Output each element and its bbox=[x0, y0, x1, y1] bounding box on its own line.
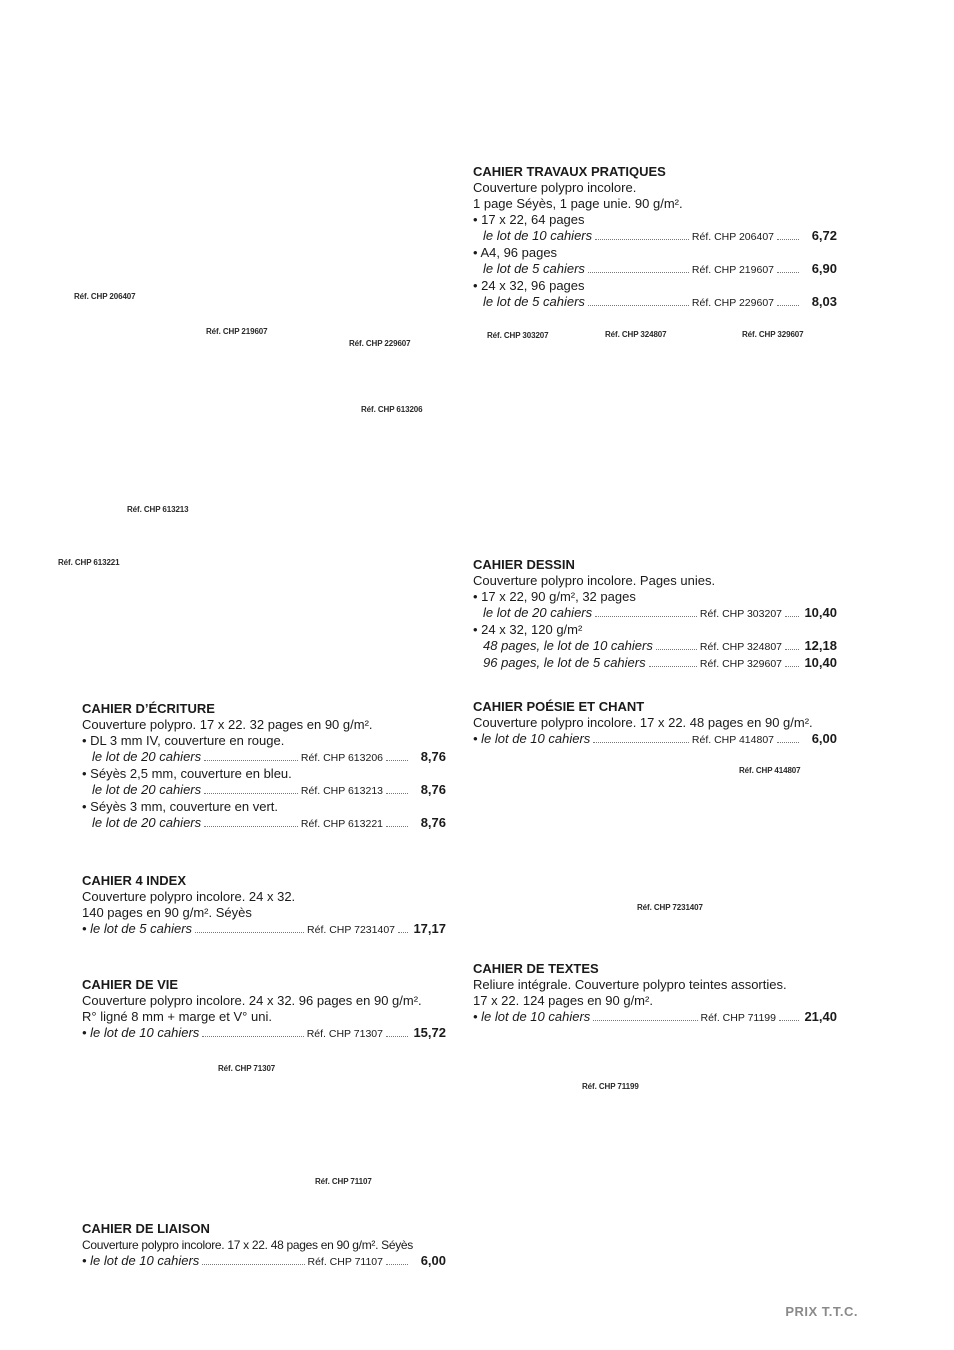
dot-leader bbox=[386, 826, 408, 827]
prix-ttc-label: PRIX T.T.C. bbox=[785, 1304, 858, 1319]
product-vie bbox=[82, 977, 446, 1042]
variant-label: • 17 x 22, 64 pages bbox=[473, 212, 585, 227]
variant-label: • 17 x 22, 90 g/m², 32 pages bbox=[473, 589, 636, 604]
dot-leader bbox=[386, 793, 408, 794]
ref-label-613221: Réf. CHP 613221 bbox=[58, 558, 120, 567]
price-row bbox=[82, 815, 446, 832]
price-row bbox=[82, 1025, 446, 1042]
product-title: CAHIER TRAVAUX PRATIQUES bbox=[473, 164, 666, 179]
product-desc: Couverture polypro incolore. Pages unies. bbox=[473, 573, 716, 588]
dot-leader bbox=[386, 1036, 408, 1037]
dot-leader bbox=[588, 305, 689, 306]
dot-leader bbox=[593, 1020, 697, 1021]
dot-leader bbox=[593, 742, 689, 743]
product-title: CAHIER 4 INDEX bbox=[82, 873, 187, 888]
variant-label: • Séyès 2,5 mm, couverture en bleu. bbox=[82, 766, 292, 781]
product-desc: Couverture polypro incolore. 17 x 22. 48 pages en 90 g/m². Séyès bbox=[82, 1238, 414, 1252]
lot-desc: le lot de 5 cahiers bbox=[483, 261, 585, 276]
variant-label: • 24 x 32, 120 g/m² bbox=[473, 622, 583, 637]
ref-code: Réf. CHP 7231407 bbox=[307, 924, 395, 936]
price-row bbox=[473, 605, 837, 622]
ref-code: Réf. CHP 414807 bbox=[691, 734, 774, 746]
dot-leader bbox=[777, 305, 799, 306]
dot-leader bbox=[204, 793, 298, 794]
dot-leader bbox=[785, 616, 799, 617]
product-desc: R° ligné 8 mm + marge et V° uni. bbox=[82, 1009, 272, 1024]
product-desc: Couverture polypro incolore. bbox=[473, 180, 637, 195]
ref-code: Réf. CHP 229607 bbox=[691, 297, 774, 309]
lot-desc: • le lot de 10 cahiers bbox=[473, 731, 591, 746]
price-row bbox=[473, 655, 837, 672]
price-row bbox=[82, 749, 446, 766]
price: 15,72 bbox=[413, 1025, 446, 1040]
ref-label-329607: Réf. CHP 329607 bbox=[742, 330, 804, 339]
price: 12,18 bbox=[804, 638, 837, 653]
product-desc: 1 page Séyès, 1 page unie. 90 g/m². bbox=[473, 196, 683, 211]
product-desc: Reliure intégrale. Couverture polypro teintes assorties. bbox=[473, 977, 787, 992]
ref-label-206407: Réf. CHP 206407 bbox=[74, 292, 136, 301]
price: 6,90 bbox=[811, 261, 837, 276]
variant-label: • 24 x 32, 96 pages bbox=[473, 278, 585, 293]
lot-desc: le lot de 20 cahiers bbox=[92, 749, 202, 764]
price-row bbox=[473, 294, 837, 311]
ref-label-229607: Réf. CHP 229607 bbox=[349, 339, 411, 348]
product-poesie-chant bbox=[473, 699, 837, 748]
ref-code: Réf. CHP 613213 bbox=[300, 785, 383, 797]
price: 6,00 bbox=[811, 731, 837, 746]
price: 8,76 bbox=[420, 749, 446, 764]
ref-label-71307: Réf. CHP 71307 bbox=[218, 1064, 276, 1073]
dot-leader bbox=[777, 272, 799, 273]
lot-desc: le lot de 10 cahiers bbox=[483, 228, 593, 243]
price-row bbox=[82, 1253, 446, 1270]
product-desc: Couverture polypro incolore. 17 x 22. 48 pages en 90 g/m². bbox=[473, 715, 813, 730]
ref-code: Réf. CHP 71307 bbox=[306, 1028, 383, 1040]
price-row bbox=[473, 638, 837, 655]
ref-code: Réf. CHP 613221 bbox=[300, 818, 383, 830]
product-desc: 140 pages en 90 g/m². Séyès bbox=[82, 905, 252, 920]
dot-leader bbox=[656, 649, 697, 650]
dot-leader bbox=[204, 760, 298, 761]
dot-leader bbox=[777, 239, 799, 240]
dot-leader bbox=[202, 1264, 304, 1265]
dot-leader bbox=[785, 666, 799, 667]
dot-leader bbox=[595, 239, 689, 240]
price: 8,76 bbox=[420, 782, 446, 797]
price: 10,40 bbox=[804, 605, 837, 620]
ref-code: Réf. CHP 71107 bbox=[307, 1256, 383, 1268]
ref-label-71199: Réf. CHP 71199 bbox=[582, 1082, 639, 1091]
ref-code: Réf. CHP 303207 bbox=[699, 608, 782, 620]
ref-label-324807: Réf. CHP 324807 bbox=[605, 330, 667, 339]
price: 6,00 bbox=[420, 1253, 446, 1268]
price: 6,72 bbox=[811, 228, 837, 243]
lot-desc: le lot de 20 cahiers bbox=[483, 605, 593, 620]
price-row bbox=[473, 1009, 837, 1026]
price-row bbox=[473, 261, 837, 278]
ref-code: Réf. CHP 613206 bbox=[300, 752, 383, 764]
ref-label-613206: Réf. CHP 613206 bbox=[361, 405, 423, 414]
variant-label: • A4, 96 pages bbox=[473, 245, 558, 260]
dot-leader bbox=[785, 649, 799, 650]
ref-label-303207: Réf. CHP 303207 bbox=[487, 331, 549, 340]
variant-label: • DL 3 mm IV, couverture en rouge. bbox=[82, 733, 285, 748]
ref-label-219607: Réf. CHP 219607 bbox=[206, 327, 268, 336]
price: 10,40 bbox=[804, 655, 837, 670]
lot-desc: • le lot de 10 cahiers bbox=[82, 1025, 200, 1040]
dot-leader bbox=[195, 932, 304, 933]
product-title: CAHIER D’ÉCRITURE bbox=[82, 701, 215, 716]
dot-leader bbox=[777, 742, 799, 743]
lot-desc: 48 pages, le lot de 10 cahiers bbox=[483, 638, 653, 653]
lot-desc: le lot de 20 cahiers bbox=[92, 815, 202, 830]
ref-code: Réf. CHP 71199 bbox=[700, 1012, 776, 1024]
price-row bbox=[82, 782, 446, 799]
lot-desc: le lot de 5 cahiers bbox=[483, 294, 585, 309]
product-title: CAHIER DESSIN bbox=[473, 557, 575, 572]
product-liaison bbox=[82, 1221, 446, 1270]
product-desc: Couverture polypro incolore. 24 x 32. bbox=[82, 889, 296, 904]
product-desc: Couverture polypro. 17 x 22. 32 pages en 90 g/m². bbox=[82, 717, 373, 732]
ref-label-613213: Réf. CHP 613213 bbox=[127, 505, 189, 514]
dot-leader bbox=[588, 272, 689, 273]
lot-desc: 96 pages, le lot de 5 cahiers bbox=[483, 655, 646, 670]
lot-desc: • le lot de 10 cahiers bbox=[82, 1253, 200, 1268]
dot-leader bbox=[649, 666, 697, 667]
product-title: CAHIER POÉSIE ET CHANT bbox=[473, 699, 645, 714]
price: 8,03 bbox=[811, 294, 837, 309]
price-row bbox=[82, 921, 446, 938]
lot-desc: le lot de 20 cahiers bbox=[92, 782, 202, 797]
product-title: CAHIER DE VIE bbox=[82, 977, 179, 992]
lot-desc: • le lot de 10 cahiers bbox=[473, 1009, 591, 1024]
price-row bbox=[473, 228, 837, 245]
product-title: CAHIER DE TEXTES bbox=[473, 961, 599, 976]
lot-desc: • le lot de 5 cahiers bbox=[82, 921, 193, 936]
dot-leader bbox=[386, 760, 408, 761]
ref-label-7231407: Réf. CHP 7231407 bbox=[637, 903, 703, 912]
ref-code: Réf. CHP 219607 bbox=[691, 264, 774, 276]
ref-label-71107: Réf. CHP 71107 bbox=[315, 1177, 372, 1186]
product-travaux-pratiques bbox=[473, 164, 837, 311]
price: 21,40 bbox=[804, 1009, 837, 1024]
product-desc: 17 x 22. 124 pages en 90 g/m². bbox=[473, 993, 653, 1008]
price: 17,17 bbox=[413, 921, 446, 936]
product-textes bbox=[473, 961, 837, 1026]
ref-code: Réf. CHP 329607 bbox=[699, 658, 782, 670]
dot-leader bbox=[204, 826, 298, 827]
dot-leader bbox=[779, 1020, 799, 1021]
dot-leader bbox=[595, 616, 697, 617]
variant-label: • Séyès 3 mm, couverture en vert. bbox=[82, 799, 279, 814]
ref-code: Réf. CHP 324807 bbox=[699, 641, 782, 653]
product-ecriture bbox=[82, 701, 446, 832]
price-row bbox=[473, 731, 837, 748]
product-4-index bbox=[82, 873, 446, 938]
dot-leader bbox=[202, 1036, 303, 1037]
product-dessin bbox=[473, 557, 837, 672]
dot-leader bbox=[398, 932, 408, 933]
product-desc: Couverture polypro incolore. 24 x 32. 96 pages en 90 g/m². bbox=[82, 993, 422, 1008]
price: 8,76 bbox=[420, 815, 446, 830]
dot-leader bbox=[386, 1264, 408, 1265]
product-title: CAHIER DE LIAISON bbox=[82, 1221, 210, 1236]
ref-label-414807: Réf. CHP 414807 bbox=[739, 766, 801, 775]
ref-code: Réf. CHP 206407 bbox=[691, 231, 774, 243]
